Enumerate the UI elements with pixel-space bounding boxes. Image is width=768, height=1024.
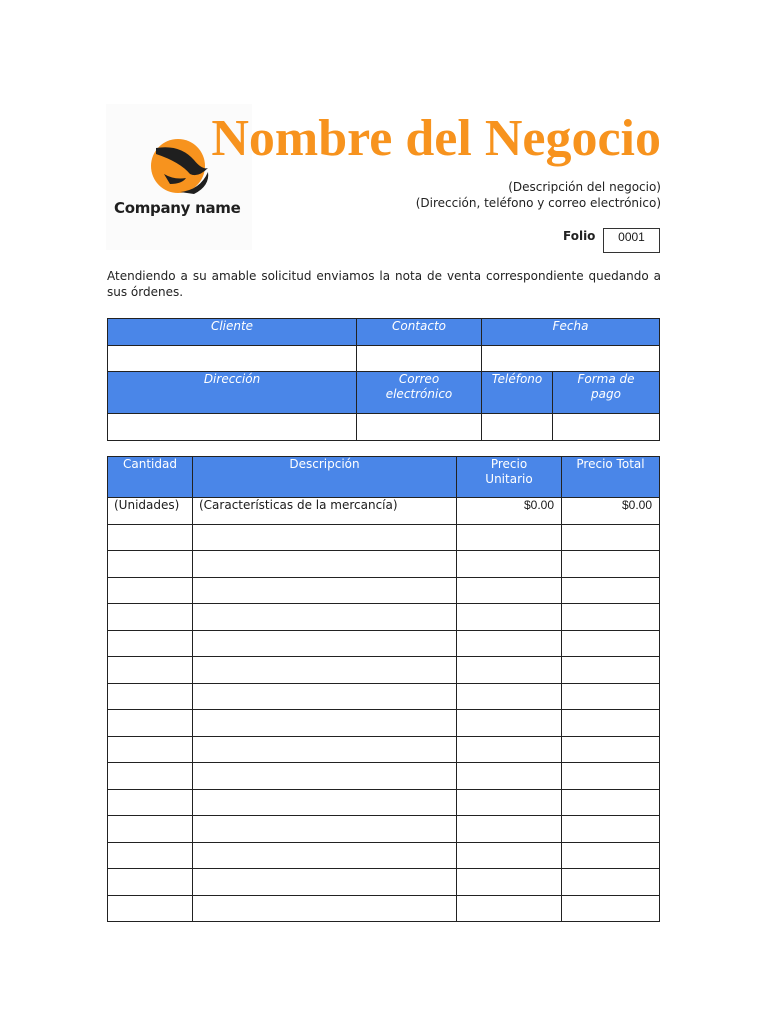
- business-name: Nombre del Negocio: [211, 110, 661, 167]
- header-correo: Correo electrónico: [357, 372, 482, 414]
- unit-price-cell[interactable]: [457, 736, 562, 763]
- table-row: [108, 604, 660, 631]
- unit-price-cell[interactable]: [457, 551, 562, 578]
- correo-field[interactable]: [357, 414, 482, 441]
- intro-text: Atendiendo a su amable solicitud enviamos la nota de venta correspondiente quedando a sus órdenes.: [107, 269, 661, 299]
- company-name: Company name: [114, 199, 241, 217]
- description-cell[interactable]: [193, 551, 457, 578]
- description-cell[interactable]: [193, 895, 457, 922]
- table-row: [108, 869, 660, 896]
- description-cell[interactable]: [193, 710, 457, 737]
- table-row: [108, 577, 660, 604]
- total-price-cell[interactable]: [562, 630, 660, 657]
- total-price-cell[interactable]: [562, 683, 660, 710]
- forma-pago-field[interactable]: [553, 414, 660, 441]
- quantity-cell[interactable]: [108, 657, 193, 684]
- total-price-cell[interactable]: [562, 524, 660, 551]
- total-price-cell[interactable]: [562, 736, 660, 763]
- table-row: [108, 763, 660, 790]
- items-table: [107, 456, 660, 922]
- contacto-field[interactable]: [357, 346, 482, 372]
- table-row: [108, 683, 660, 710]
- quantity-cell[interactable]: [108, 524, 193, 551]
- total-price-cell[interactable]: [562, 842, 660, 869]
- table-row: [108, 789, 660, 816]
- table-row: [108, 842, 660, 869]
- description-cell[interactable]: [193, 524, 457, 551]
- header-cliente: Cliente: [108, 319, 357, 346]
- unit-price-cell[interactable]: [457, 577, 562, 604]
- table-row: [108, 524, 660, 551]
- header-precio-total: Precio Total: [562, 457, 660, 498]
- header-cantidad: Cantidad: [108, 457, 193, 498]
- table-row: [108, 657, 660, 684]
- business-description: (Descripción del negocio): [508, 180, 661, 194]
- header-fecha: Fecha: [482, 319, 660, 346]
- total-price-cell[interactable]: [562, 577, 660, 604]
- table-row: [108, 736, 660, 763]
- quantity-cell[interactable]: [108, 763, 193, 790]
- description-cell[interactable]: [193, 763, 457, 790]
- header-contacto: Contacto: [357, 319, 482, 346]
- quantity-cell[interactable]: [108, 683, 193, 710]
- header-direccion: Dirección: [108, 372, 357, 414]
- header-descripcion: Descripción: [193, 457, 457, 498]
- unit-price-cell[interactable]: [457, 657, 562, 684]
- unit-price-cell[interactable]: [457, 789, 562, 816]
- total-price-cell[interactable]: [562, 869, 660, 896]
- description-cell[interactable]: [193, 577, 457, 604]
- table-row: [108, 710, 660, 737]
- header-forma-pago: Forma de pago: [553, 372, 660, 414]
- unit-price-cell[interactable]: $0.00: [457, 498, 562, 525]
- quantity-cell[interactable]: (Unidades): [108, 498, 193, 525]
- unit-price-cell[interactable]: [457, 524, 562, 551]
- total-price-cell[interactable]: [562, 789, 660, 816]
- quantity-cell[interactable]: [108, 604, 193, 631]
- header-precio-unitario: Precio Unitario: [457, 457, 562, 498]
- logo-mark-icon: [150, 134, 214, 196]
- quantity-cell[interactable]: [108, 895, 193, 922]
- fecha-field[interactable]: [482, 346, 660, 372]
- description-cell[interactable]: (Características de la mercancía): [193, 498, 457, 525]
- unit-price-cell[interactable]: [457, 630, 562, 657]
- unit-price-cell[interactable]: [457, 683, 562, 710]
- unit-price-cell[interactable]: [457, 869, 562, 896]
- description-cell[interactable]: [193, 604, 457, 631]
- description-cell[interactable]: [193, 630, 457, 657]
- quantity-cell[interactable]: [108, 789, 193, 816]
- unit-price-cell[interactable]: [457, 763, 562, 790]
- quantity-cell[interactable]: [108, 736, 193, 763]
- table-row: [108, 498, 660, 525]
- quantity-cell[interactable]: [108, 842, 193, 869]
- folio-label: Folio: [563, 229, 596, 243]
- description-cell[interactable]: [193, 869, 457, 896]
- quantity-cell[interactable]: [108, 710, 193, 737]
- unit-price-cell[interactable]: [457, 895, 562, 922]
- folio-field[interactable]: 0001: [603, 228, 660, 253]
- total-price-cell[interactable]: [562, 551, 660, 578]
- quantity-cell[interactable]: [108, 630, 193, 657]
- total-price-cell[interactable]: [562, 895, 660, 922]
- total-price-cell[interactable]: $0.00: [562, 498, 660, 525]
- unit-price-cell[interactable]: [457, 816, 562, 843]
- quantity-cell[interactable]: [108, 869, 193, 896]
- description-cell[interactable]: [193, 842, 457, 869]
- description-cell[interactable]: [193, 789, 457, 816]
- total-price-cell[interactable]: [562, 816, 660, 843]
- description-cell[interactable]: [193, 816, 457, 843]
- unit-price-cell[interactable]: [457, 604, 562, 631]
- direccion-field[interactable]: [108, 414, 357, 441]
- table-row: [108, 816, 660, 843]
- table-row: [108, 630, 660, 657]
- total-price-cell[interactable]: [562, 763, 660, 790]
- total-price-cell[interactable]: [562, 657, 660, 684]
- total-price-cell[interactable]: [562, 604, 660, 631]
- quantity-cell[interactable]: [108, 577, 193, 604]
- client-info-table: [107, 318, 660, 441]
- description-cell[interactable]: [193, 683, 457, 710]
- unit-price-cell[interactable]: [457, 710, 562, 737]
- telefono-field[interactable]: [482, 414, 553, 441]
- cliente-field[interactable]: [108, 346, 357, 372]
- total-price-cell[interactable]: [562, 710, 660, 737]
- header-telefono: Teléfono: [482, 372, 553, 414]
- unit-price-cell[interactable]: [457, 842, 562, 869]
- quantity-cell[interactable]: [108, 816, 193, 843]
- table-row: [108, 551, 660, 578]
- quantity-cell[interactable]: [108, 551, 193, 578]
- business-contact: (Dirección, teléfono y correo electrónico): [415, 196, 661, 210]
- description-cell[interactable]: [193, 736, 457, 763]
- table-row: [108, 895, 660, 922]
- description-cell[interactable]: [193, 657, 457, 684]
